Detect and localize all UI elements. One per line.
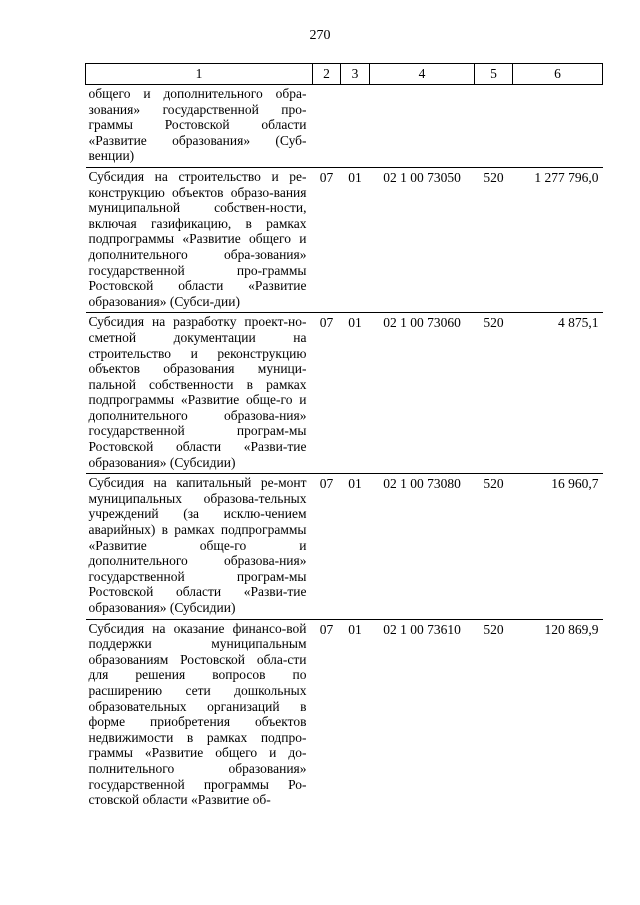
table-row	[86, 313, 603, 474]
row-subsection: 01	[341, 619, 370, 811]
row-description: Субсидия на разработку проект-но-сметной документации на строительство и реконструкцию объектов образования муници-пальной собственности в рамках подпрограммы «Развитие обще-го и дополнительного образова-ния» государственной програм-мы Ростовской области «Разви-тие образования» (Субсидии)	[86, 313, 313, 474]
row-subsection: 01	[341, 313, 370, 474]
row-amount	[513, 85, 603, 168]
budget-table	[85, 63, 603, 811]
table-row	[86, 85, 603, 168]
table-body	[86, 85, 603, 811]
header-row	[86, 64, 603, 85]
row-target-code: 02 1 00 73080	[370, 474, 475, 619]
row-target-code	[370, 85, 475, 168]
table-row	[86, 619, 603, 811]
table-row	[86, 474, 603, 619]
header-col-4: 4	[370, 64, 475, 85]
row-expense-type: 520	[475, 474, 513, 619]
header-col-3: 3	[341, 64, 370, 85]
row-amount: 1 277 796,0	[513, 167, 603, 312]
row-subsection: 01	[341, 167, 370, 312]
row-target-code: 02 1 00 73050	[370, 167, 475, 312]
row-amount: 120 869,9	[513, 619, 603, 811]
row-description: общего и дополнительного обра-зования» государственной про-граммы Ростовской области «Развитие образования» (Суб-венции)	[88, 86, 307, 164]
table-header	[86, 64, 603, 85]
header-col-5: 5	[475, 64, 513, 85]
row-amount: 16 960,7	[513, 474, 603, 619]
row-description: Субсидия на оказание финансо-вой поддержки муниципальным образованиям Ростовской обла-сти для решения вопросов по расширению сети дошкольных образовательных организаций в форме приобретения объектов недвижимости в рамках подпро-граммы «Развитие общего и до-полнительного образования» государственной программы Ро-стовской области «Развитие об-	[86, 619, 313, 811]
header-col-6: 6	[513, 64, 603, 85]
header-col-1: 1	[86, 64, 313, 85]
row-description: Субсидия на строительство и ре-конструкцию объектов образо-вания муниципальной собствен-ности, включая газификацию, в рамках подпрограммы «Развитие общего и дополнительного обра-зования» государственной про-граммы Ростовской области «Развитие образования» (Субси-дии)	[86, 167, 313, 312]
row-description: Субсидия на капитальный ре-монт муниципальных образова-тельных учреждений (за исклю-чением аварийных) в рамках подпрограммы «Развитие обще-го и дополнительного образова-ния» государственной програм-мы Ростовской области «Разви-тие образования» (Субсидии)	[86, 474, 313, 619]
page-number: 270	[309, 28, 331, 43]
row-target-code: 02 1 00 73060	[370, 313, 475, 474]
table-row	[86, 167, 603, 312]
row-subsection: 01	[341, 474, 370, 619]
row-target-code: 02 1 00 73610	[370, 619, 475, 811]
row-section: 07	[313, 313, 341, 474]
row-section	[313, 85, 341, 168]
row-section: 07	[313, 619, 341, 811]
row-subsection	[341, 85, 370, 168]
row-expense-type: 520	[475, 313, 513, 474]
row-amount: 4 875,1	[513, 313, 603, 474]
row-section: 07	[313, 167, 341, 312]
row-section: 07	[313, 474, 341, 619]
row-expense-type: 520	[475, 619, 513, 811]
header-col-2: 2	[313, 64, 341, 85]
row-expense-type	[475, 85, 513, 168]
row-expense-type: 520	[475, 167, 513, 312]
